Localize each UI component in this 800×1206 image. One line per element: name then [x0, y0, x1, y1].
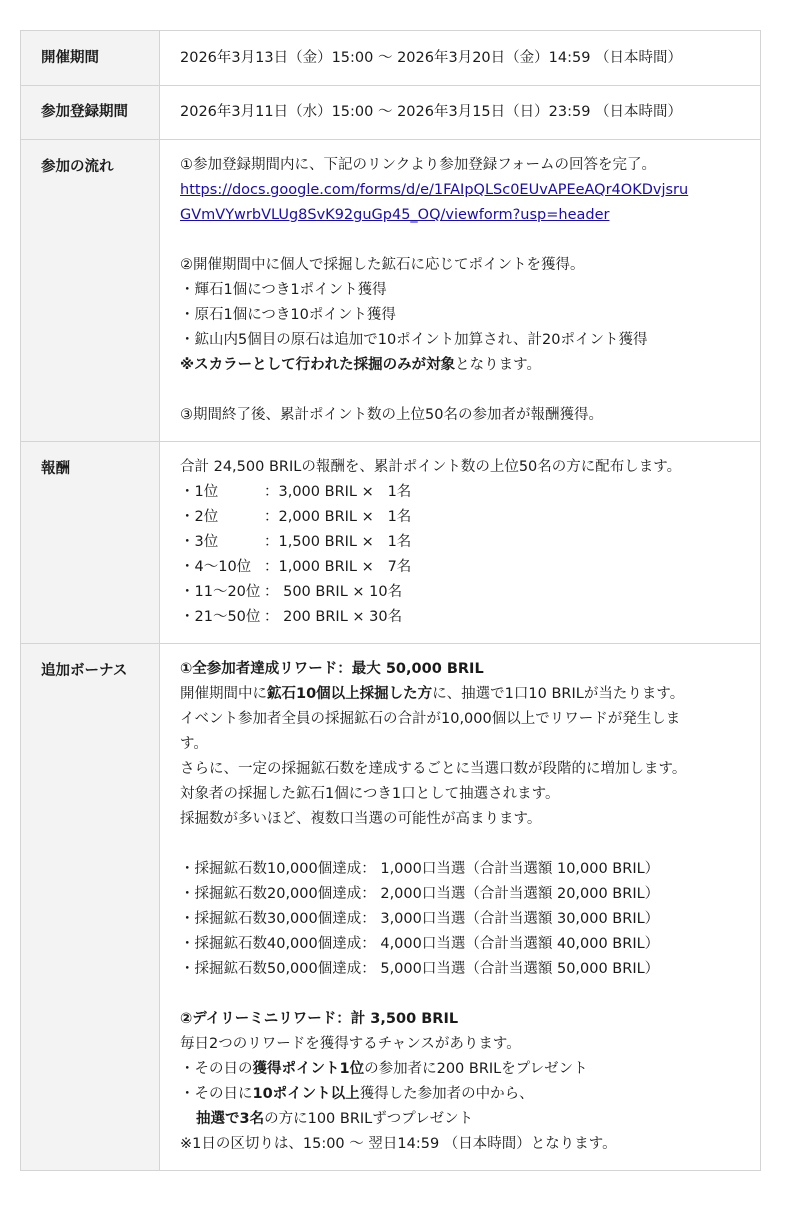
text: の参加者に200 BRILをプレゼント: [364, 1061, 588, 1077]
reward-item: [180, 505, 760, 530]
text-bold: 抽選で3名: [196, 1111, 265, 1127]
bonus2-line1: 毎日2つのリワードを獲得するチャンスがあります。: [180, 1036, 521, 1052]
registration-text: 2026年3月11日（水）15:00 〜 2026年3月15日（日）23:59 （日本時間）: [180, 104, 683, 120]
reward-intro: 合計 24,500 BRILの報酬を、累計ポイント数の上位50名の方に配布します。: [180, 459, 682, 475]
text: ・その日に: [180, 1086, 253, 1102]
reward-value: ：3,000 BRIL × 1名: [264, 484, 412, 500]
row-flow: [21, 140, 761, 442]
reward-rank: ・1位: [180, 484, 219, 500]
registration-value: [160, 86, 761, 140]
bonus-tier: ・採掘鉱石数40,000個達成： 4,000口当選（合計当選額 40,000 BRIL）: [180, 936, 660, 952]
flow-bullet-2: ・原石1個につき10ポイント獲得: [180, 307, 396, 323]
bonus1-line5: 対象者の採掘した鉱石1個につき1口として抽選されます。: [180, 786, 560, 802]
reward-content: [160, 442, 761, 644]
bonus1-line3: す。: [180, 736, 208, 752]
text-bold: 鉱石10個以上採掘した方: [267, 686, 433, 702]
text: ・その日の: [180, 1061, 253, 1077]
row-period: [21, 31, 761, 86]
bonus2-line2: [180, 1057, 760, 1082]
link-line-1: https://docs.google.com/forms/d/e/1FAIpQLSc0EUvAPEeAQr4OKDvjsru: [180, 182, 689, 198]
flow-step1: ①参加登録期間内に、下記のリンクより参加登録フォームの回答を完了。: [180, 157, 656, 173]
period-text: 2026年3月13日（金）15:00 〜 2026年3月20日（金）14:59 （日本時間）: [180, 50, 683, 66]
spacer: [180, 228, 760, 253]
registration-label: 参加登録期間: [21, 86, 160, 140]
row-reward: [21, 442, 761, 644]
bonus2-note: ※1日の区切りは、15:00 〜 翌日14:59 （日本時間）となります。: [180, 1136, 617, 1152]
bonus-tier: ・採掘鉱石数30,000個達成： 3,000口当選（合計当選額 30,000 BRIL）: [180, 911, 660, 927]
flow-step3: ③期間終了後、累計ポイント数の上位50名の参加者が報酬獲得。: [180, 407, 603, 423]
bonus-tier: ・採掘鉱石数20,000個達成： 2,000口当選（合計当選額 20,000 BRIL）: [180, 886, 660, 902]
reward-item: [180, 580, 760, 605]
period-label: 開催期間: [21, 31, 160, 86]
bonus1-line6: 採掘数が多いほど、複数口当選の可能性が高まります。: [180, 811, 542, 827]
row-bonus: [21, 644, 761, 1171]
text: の方に100 BRILずつプレゼント: [264, 1111, 474, 1127]
bonus2-line4: [180, 1107, 760, 1132]
reward-rank: ・2位: [180, 509, 219, 525]
bonus1-line2: イベント参加者全員の採掘鉱石の合計が10,000個以上でリワードが発生しま: [180, 711, 681, 727]
reward-value: ：2,000 BRIL × 1名: [264, 509, 412, 525]
event-info-table: [20, 30, 761, 1171]
bonus2-line3: [180, 1082, 760, 1107]
flow-label: 参加の流れ: [21, 140, 160, 442]
reward-rank: ・4〜10位: [180, 559, 252, 575]
row-registration: [21, 86, 761, 140]
text-bold: 獲得ポイント1位: [252, 1061, 365, 1077]
flow-content: [160, 140, 761, 442]
spacer: [180, 832, 760, 857]
reward-item: [180, 480, 760, 505]
spacer: [180, 982, 760, 1007]
bonus1-title: ①全参加者達成リワード：最大 50,000 BRIL: [180, 661, 484, 677]
bonus1-line4: さらに、一定の採掘鉱石数を達成するごとに当選口数が段階的に増加します。: [180, 761, 687, 777]
bonus-tier: ・採掘鉱石数10,000個達成： 1,000口当選（合計当選額 10,000 BRIL）: [180, 861, 660, 877]
flow-note-rest: となります。: [455, 357, 541, 373]
flow-note-bold: ※スカラーとして行われた採掘のみが対象: [180, 357, 456, 373]
link-line-2: GVmVYwrbVLUg8SvK92guGp45_OQ/viewform?usp=header: [180, 207, 610, 223]
text: 開催期間中に: [180, 686, 267, 702]
period-value: [160, 31, 761, 86]
reward-item: [180, 555, 760, 580]
reward-rank: ・11〜20位: [180, 584, 261, 600]
reward-rank: ・3位: [180, 534, 219, 550]
text-bold: 10ポイント以上: [252, 1086, 360, 1102]
reward-item: [180, 530, 760, 555]
reward-rank: ・21〜50位: [180, 609, 261, 625]
spacer: [180, 378, 760, 403]
flow-bullet-3: ・鉱山内5個目の原石は追加で10ポイント加算され、計20ポイント獲得: [180, 332, 648, 348]
text: 獲得した参加者の中から、: [359, 1086, 534, 1102]
reward-label: 報酬: [21, 442, 160, 644]
reward-value: ： 500 BRIL × 10名: [264, 584, 403, 600]
bonus1-line1: [180, 682, 760, 707]
reward-item: [180, 605, 760, 630]
flow-step2: ②開催期間中に個人で採掘した鉱石に応じてポイントを獲得。: [180, 257, 585, 273]
bonus-label: 追加ボーナス: [21, 644, 160, 1171]
event-details: [20, 30, 761, 1171]
flow-note: [180, 353, 760, 378]
reward-value: ： 200 BRIL × 30名: [264, 609, 403, 625]
registration-form-link-cont[interactable]: [180, 203, 760, 228]
reward-value: ：1,000 BRIL × 7名: [264, 559, 412, 575]
reward-value: ：1,500 BRIL × 1名: [264, 534, 412, 550]
flow-bullet-1: ・輝石1個につき1ポイント獲得: [180, 282, 387, 298]
registration-form-link[interactable]: [180, 178, 760, 203]
text: に、抽選で1口10 BRILが当たります。: [432, 686, 685, 702]
bonus-content: [160, 644, 761, 1171]
bonus2-title: ②デイリーミニリワード：計 3,500 BRIL: [180, 1011, 459, 1027]
bonus-tier: ・採掘鉱石数50,000個達成： 5,000口当選（合計当選額 50,000 BRIL）: [180, 961, 660, 977]
